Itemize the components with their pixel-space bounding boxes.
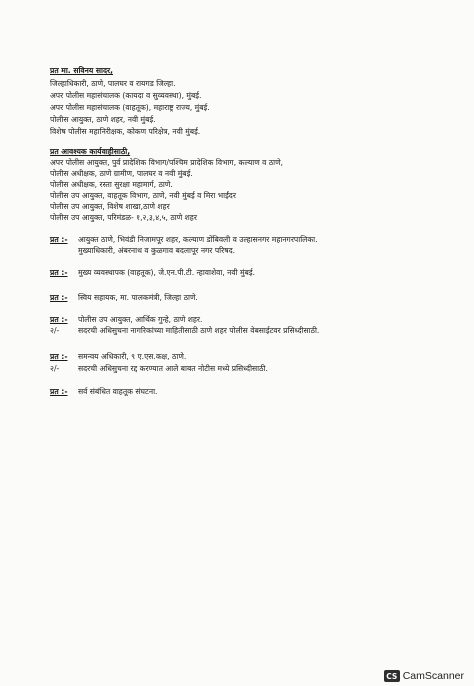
section2-line: पोलीस उप आयुक्त, परिमंडळ- १,२,३,४,५, ठाणे शहर xyxy=(50,213,197,222)
copy-label: प्रत :- xyxy=(50,235,68,244)
camscanner-logo-icon: CS xyxy=(384,670,400,682)
camscanner-name: CamScanner xyxy=(402,670,464,682)
copy-text: सर्व संबंधित वाहतूक संघटना. xyxy=(78,387,158,396)
section2-line: पोलीस उप आयुक्त, वाहतूक विभाग, ठाणे, नवी मुंबई व मिरा भाईंदर xyxy=(50,191,236,200)
section1-heading: प्रत मा. सविनय सादर, xyxy=(50,66,114,75)
copy-label: प्रत :- xyxy=(50,268,68,277)
section2-line: पोलीस अधीक्षक, रस्ता सुरक्षा महामार्ग, ठाणे. xyxy=(50,180,173,189)
copy-text: आयुक्त ठाणे, भिवंडी निजामपूर शहर, कल्याण डोंबिवली व उल्हासनगर महानगरपालिका. xyxy=(78,235,318,244)
section1-line: पोलीस आयुक्त, ठाणे शहर, नवी मुंबई. xyxy=(50,115,156,124)
section2-line: पोलीस अधीक्षक, ठाणे ग्रामीण, पालघर व नवी मुंबई. xyxy=(50,169,193,178)
copy-sub-text: सदरची अधिसुचना रद्द करण्यात आले बाबत नोटीस मध्ये प्रसिध्दीसाठी. xyxy=(78,364,268,373)
copy-text: मुख्य व्यवस्थापक (वाहतूक), जे.एन.पी.टी. न्हावाशेवा, नवी मुंबई. xyxy=(78,268,256,277)
copy-sub-text: सदरची अधिसुचना नागरिकांच्या माहितीसाठी ठाणे शहर पोलीस वेबसाईटवर प्रसिध्दीसाठी. xyxy=(78,326,320,335)
section1-line: विशेष पोलीस महानिरीक्षक, कोकण परिक्षेत्र, नवी मुंबई. xyxy=(50,127,201,136)
section1-line: अपर पोलीस महासंचालक (कायदा व सुव्यवस्था), मुंबई. xyxy=(50,91,202,100)
section2-line: पोलीस उप आयुक्त, विशेष शाखा,ठाणे शहर xyxy=(50,202,170,211)
section1-line: जिल्हाधिकारी, ठाणे, पालघर व रायगड जिल्हा. xyxy=(50,79,176,88)
copy-label: प्रत :- xyxy=(50,387,68,396)
copy-text: पोलीस उप आयुक्त, आर्थिक गुन्हे, ठाणे शहर. xyxy=(78,315,203,324)
copy-label: प्रत :- xyxy=(50,315,68,324)
camscanner-watermark xyxy=(384,670,464,682)
section1-line: अपर पोलीस महासंचालक (वाहतूक), महाराष्ट्र राज्य, मुंबई. xyxy=(50,103,210,112)
copy-label: प्रत :- xyxy=(50,352,68,361)
section2-line: अपर पोलीस आयुक्त, पुर्व प्रादेशिक विभाग/पश्चिम प्रादेशिक विभाग, कल्याण व ठाणे, xyxy=(50,158,284,167)
copy-text: स्विय सहायक, मा. पालकमंत्री, जिल्हा ठाणे. xyxy=(78,293,198,302)
copy-sub-number: २/- xyxy=(50,364,60,373)
copy-sub-number: २/- xyxy=(50,326,60,335)
copy-text: समन्वय अधिकारी, ९ ए.एस.कक्ष, ठाणे. xyxy=(78,352,187,361)
copy-label: प्रत :- xyxy=(50,293,68,302)
copy-text-cont: मुख्याधिकारी, अंबरनाथ व कुळगाव बदलापूर नगर परिषद. xyxy=(78,246,236,255)
section2-heading: प्रत आवश्यक कार्यवाहीसाठी, xyxy=(50,147,131,156)
